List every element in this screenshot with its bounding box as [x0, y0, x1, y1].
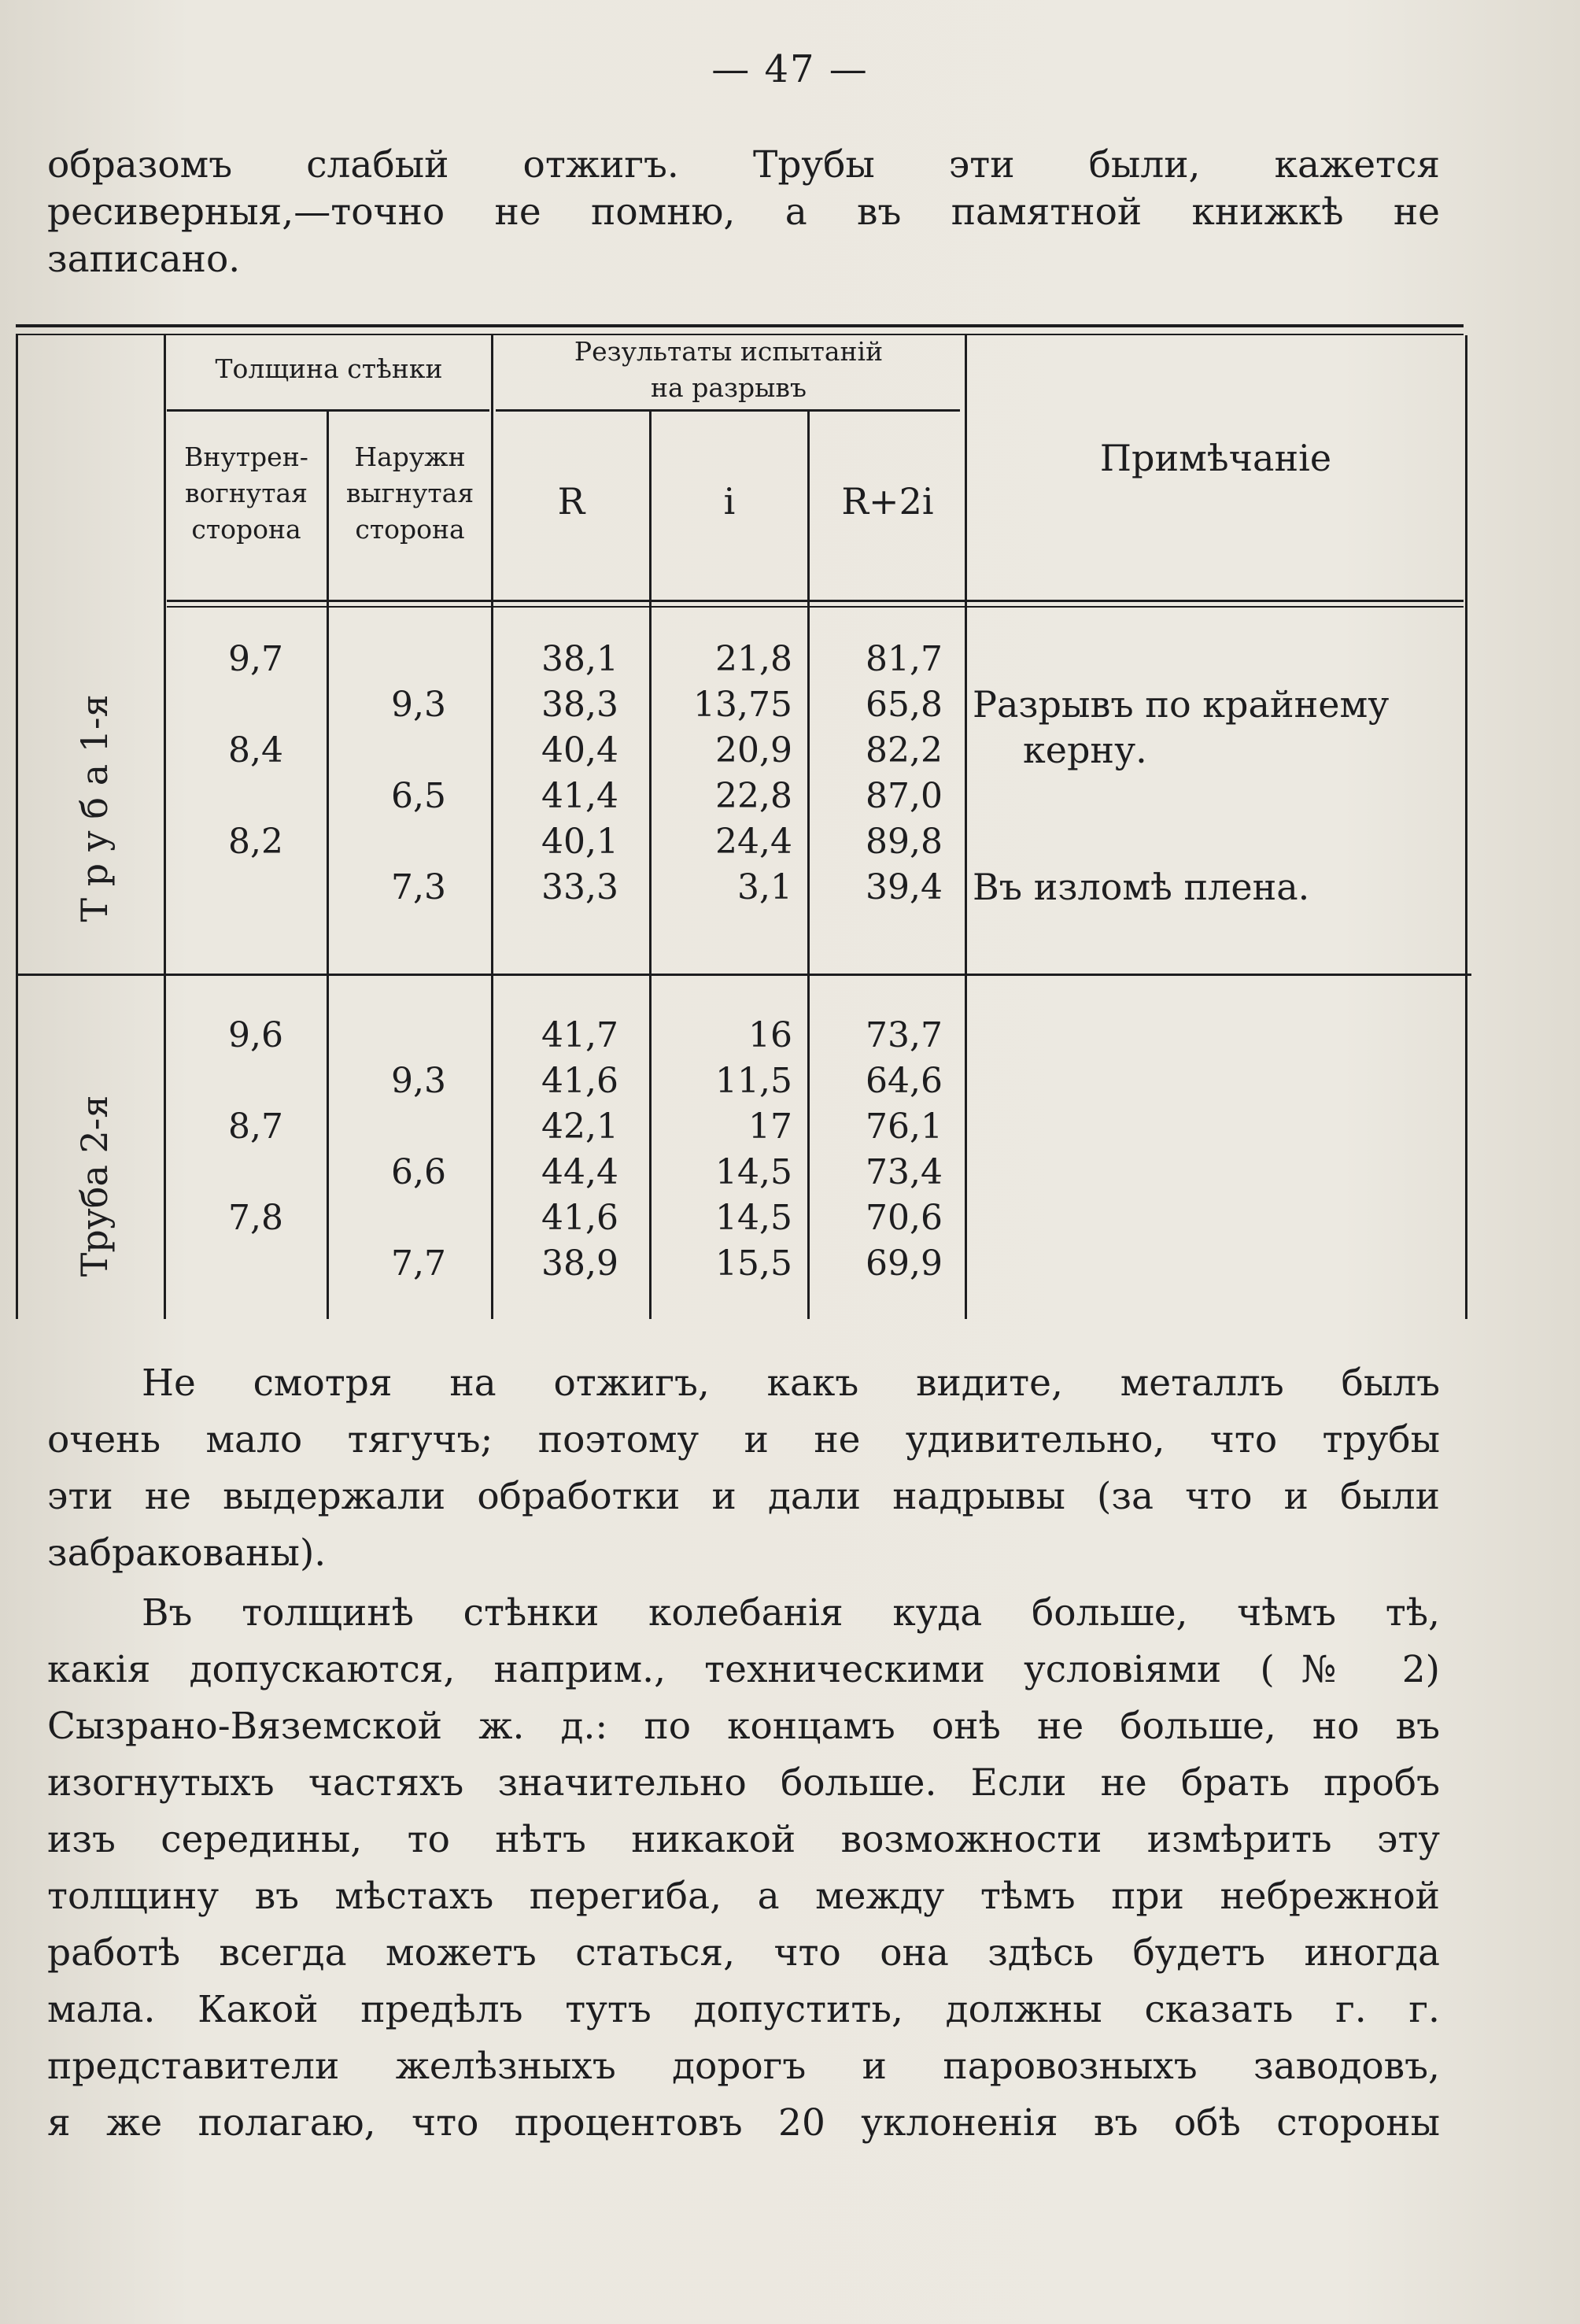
- table-cell-r: 33,3: [541, 867, 618, 907]
- header-inner-line: сторона: [191, 514, 301, 545]
- table-cell-r2i: 39,4: [866, 867, 943, 907]
- text-line: Сызрано-Вяземской ж. д.: по концамъ онѣ не больше, но въ: [47, 1705, 1440, 1748]
- table-cell-i: 16: [748, 1015, 792, 1055]
- table-cell-inner: 9,7: [228, 639, 283, 679]
- header-inner-line: вогнутая: [185, 478, 308, 508]
- table-cell-i: 15,5: [715, 1243, 792, 1284]
- text-line: забракованы).: [47, 1531, 327, 1575]
- table-cell-r2i: 73,4: [866, 1152, 943, 1192]
- table-cell-i: 24,4: [715, 822, 792, 862]
- table-cell-i: 22,8: [715, 776, 792, 816]
- table-left-border: [16, 335, 18, 1319]
- text-line: толщину въ мѣстахъ перегиба, а между тѣмъ при небрежной: [47, 1875, 1440, 1918]
- table-cell-inner: 7,8: [228, 1198, 283, 1238]
- table-cell-r2i: 73,7: [866, 1015, 943, 1055]
- header-outer-side: [327, 439, 493, 548]
- text-line: мала. Какой предѣлъ тутъ допустить, должны сказать г. г.: [47, 1988, 1440, 2031]
- table-cell-i: 3,1: [737, 867, 792, 907]
- text-line: образомъ слабый отжигъ. Трубы эти были, кажется: [47, 143, 1440, 187]
- table-cell-outer: 7,3: [391, 867, 446, 907]
- text-line: эти не выдержали обработки и дали надрывы (за что и были: [47, 1475, 1440, 1518]
- text-line: работѣ всегда можетъ статься, что она здѣсь будетъ иногда: [47, 1931, 1440, 1975]
- text-line: Въ толщинѣ стѣнки колебанія куда больше, чѣмъ тѣ,: [142, 1591, 1440, 1635]
- text-line: какія допускаются, наприм., техническими условіями (№ 2): [47, 1648, 1440, 1691]
- table-cell-r: 41,4: [541, 776, 618, 816]
- table-top-rule: [16, 324, 1464, 327]
- table-cell-i: 14,5: [715, 1152, 792, 1192]
- header-notes: Примѣчаніе: [1099, 437, 1332, 479]
- table-right-border: [1465, 335, 1467, 1319]
- table-cell-r: 41,6: [541, 1198, 618, 1238]
- table-cell-r: 40,4: [541, 730, 618, 770]
- header-col-i: i: [723, 480, 736, 523]
- intro-paragraph: [47, 142, 1440, 283]
- text-line: представители желѣзныхъ дорогъ и паровозныхъ заводовъ,: [47, 2045, 1440, 2088]
- table-cell-inner: 8,7: [228, 1107, 283, 1147]
- table-cell-i: 21,8: [715, 639, 792, 679]
- group-label-pipe-2: Труба 2-я: [73, 1095, 116, 1277]
- header-col-r2i: R+2i: [841, 480, 934, 523]
- header-bottom-rule: [167, 600, 1464, 602]
- table-cell-outer: 7,7: [391, 1243, 446, 1284]
- header-thickness: Толщина стѣнки: [215, 353, 443, 384]
- text-line: я же полагаю, что процентовъ 20 уклоненія въ обѣ стороны: [47, 2101, 1440, 2145]
- table-cell-r2i: 87,0: [866, 776, 943, 816]
- table-cell-r2i: 64,6: [866, 1061, 943, 1101]
- group-label-pipe-1: Т р у б а 1-я: [73, 694, 116, 922]
- table-cell-inner: 8,4: [228, 730, 283, 770]
- table-cell-r2i: 81,7: [866, 639, 943, 679]
- header-results: [493, 334, 965, 406]
- table-cell-r: 38,9: [541, 1243, 618, 1284]
- header-results-line: Результаты испытаній: [574, 336, 884, 367]
- header-bottom-rule-2: [167, 606, 1464, 608]
- table-cell-r: 44,4: [541, 1152, 618, 1192]
- page-number: — 47 —: [711, 47, 869, 91]
- table-cell-r: 40,1: [541, 822, 618, 862]
- table-cell-i: 17: [748, 1107, 792, 1147]
- table-cell-i: 11,5: [715, 1061, 792, 1101]
- table-cell-r: 41,7: [541, 1015, 618, 1055]
- table-cell-r: 42,1: [541, 1107, 618, 1147]
- paragraph-3: [47, 1585, 1440, 2152]
- table-cell-r2i: 69,9: [866, 1243, 943, 1284]
- header-outer-line: выгнутая: [345, 478, 474, 508]
- table-cell-r2i: 76,1: [866, 1107, 943, 1147]
- table-cell-outer: 9,3: [391, 1061, 446, 1101]
- text-line: изогнутыхъ частяхъ значительно больше. Если не брать пробъ: [47, 1761, 1440, 1805]
- table-cell-note: Разрывъ по крайнему: [973, 683, 1390, 726]
- text-line: Не смотря на отжигъ, какъ видите, металлъ былъ: [142, 1362, 1440, 1405]
- header-outer-line: сторона: [355, 514, 465, 545]
- table-cell-r2i: 65,8: [866, 685, 943, 725]
- results-subrule: [496, 409, 960, 412]
- table-cell-i: 13,75: [693, 685, 792, 725]
- table-cell-outer: 9,3: [391, 685, 446, 725]
- table-cell-note: керну.: [1023, 729, 1147, 771]
- header-results-line: на разрывъ: [651, 372, 807, 403]
- table-cell-outer: 6,5: [391, 776, 446, 816]
- text-line: ресиверныя,—точно не помню, а въ памятной книжкѣ не: [47, 190, 1440, 234]
- header-outer-line: Наружн: [354, 442, 466, 472]
- text-line: очень мало тягучъ; поэтому и не удивительно, что трубы: [47, 1418, 1440, 1461]
- table-cell-r2i: 82,2: [866, 730, 943, 770]
- table-cell-i: 14,5: [715, 1198, 792, 1238]
- table-cell-r: 38,1: [541, 639, 618, 679]
- table-cell-r2i: 70,6: [866, 1198, 943, 1238]
- table-cell-r: 38,3: [541, 685, 618, 725]
- paragraph-2: [47, 1355, 1440, 1582]
- table-cell-inner: 8,2: [228, 822, 283, 862]
- table-cell-outer: 6,6: [391, 1152, 446, 1192]
- text-line: записано.: [47, 238, 241, 281]
- table-cell-r: 41,6: [541, 1061, 618, 1101]
- header-col-r: R: [557, 480, 585, 523]
- table-cell-r2i: 89,8: [866, 822, 943, 862]
- group-separator-rule: [16, 974, 1471, 976]
- table-cell-inner: 9,6: [228, 1015, 283, 1055]
- table-cell-note: Въ изломѣ плена.: [973, 866, 1310, 908]
- header-inner-side: [164, 439, 329, 548]
- text-line: изъ середины, то нѣтъ никакой возможности измѣрить эту: [47, 1818, 1440, 1861]
- table-cell-i: 20,9: [715, 730, 792, 770]
- header-inner-line: Внутрен-: [184, 442, 308, 472]
